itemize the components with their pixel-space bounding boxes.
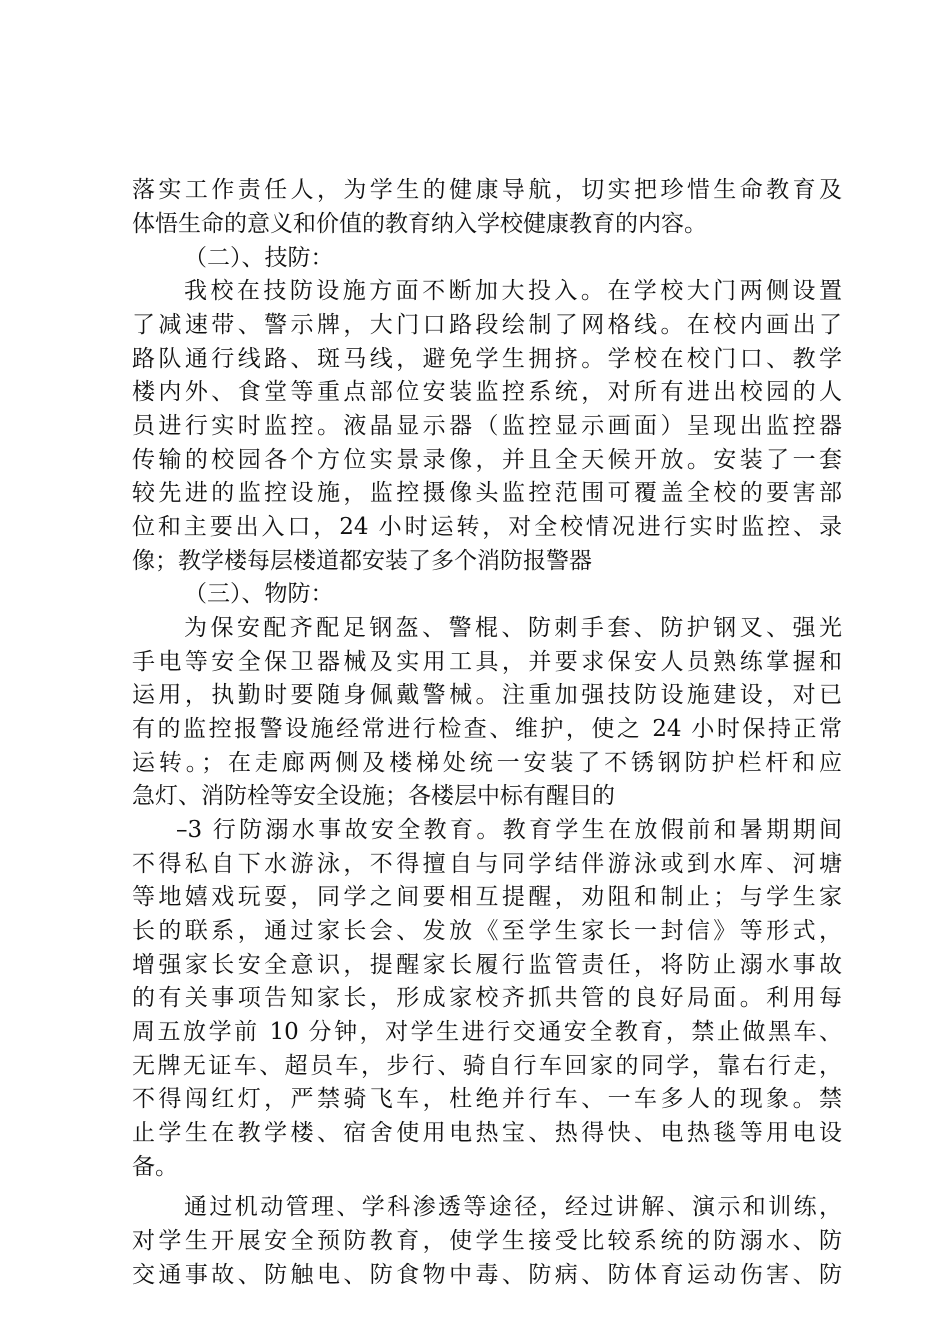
paragraph-first-line: –3 行防溺水事故安全教育。教育学生在放假前和暑期期间 [176,817,842,843]
section-heading-physical-defense: （三）、物防： [184,581,334,607]
body-text-line: 周五放学前 10 分钟，对学生进行交通安全教育，禁止做黑车、 [132,1019,842,1045]
body-text-line: 增强家长安全意识，提醒家长履行监管责任，将防止溺水事故 [132,952,842,978]
body-text-line: 的有关事项告知家长，形成家校齐抓共管的良好局面。利用每 [132,985,842,1011]
paragraph-first-line: 为保安配齐配足钢盔、警棍、防刺手套、防护钢叉、强光 [184,615,842,641]
body-text-line: 了减速带、警示牌，大门口路段绘制了网格线。在校内画出了 [132,312,842,338]
body-text-line: 等地嬉戏玩耍，同学之间要相互提醒，劝阻和制止；与学生家 [132,884,842,910]
body-text-line: 路队通行线路、斑马线，避免学生拥挤。学校在校门口、教学 [132,346,842,372]
body-text-line: 止学生在教学楼、宿舍使用电热宝、热得快、电热毯等用电设 [132,1120,842,1146]
body-text-line: 急灯、消防栓等安全设施；各楼层中标有醒目的 [132,783,615,809]
body-text-line: 传输的校园各个方位实景录像，并且全天候开放。安装了一套 [132,447,842,473]
body-text-line: 运转。；在走廊两侧及楼梯处统一安装了不锈钢防护栏杆和应 [132,750,842,776]
paragraph-first-line: 通过机动管理、学科渗透等途径，经过讲解、演示和训练， [184,1194,842,1220]
body-text-line: 较先进的监控设施，监控摄像头监控范围可覆盖全校的要害部 [132,480,842,506]
body-text-line: 位和主要出入口，24 小时运转，对全校情况进行实时监控、录 [132,514,842,540]
body-text-line: 落实工作责任人，为学生的健康导航，切实把珍惜生命教育及 [132,177,842,203]
body-text-line: 对学生开展安全预防教育，使学生接受比较系统的防溺水、防 [132,1228,842,1254]
body-text-line: 长的联系，通过家长会、发放《至学生家长一封信》等形式， [132,918,842,944]
body-text-line: 不得私自下水游泳，不得擅自与同学结伴游泳或到水库、河塘 [132,851,842,877]
body-text-line: 体悟生命的意义和价值的教育纳入学校健康教育的内容。 [132,211,707,237]
section-heading-tech-defense: （二）、技防： [184,245,334,271]
paragraph-first-line: 我校在技防设施方面不断加大投入。在学校大门两侧设置 [184,278,842,304]
body-text-line: 像；教学楼每层楼道都安装了多个消防报警器 [132,548,592,574]
body-text-line: 手电等安全保卫器械及实用工具，并要求保安人员熟练掌握和 [132,649,842,675]
body-text-line: 交通事故、防触电、防食物中毒、防病、防体育运动伤害、防 [132,1262,842,1288]
body-text-line: 无牌无证车、超员车，步行、骑自行车回家的同学，靠右行走， [132,1053,842,1079]
body-text-line: 备。 [132,1154,178,1180]
body-text-line: 运用，执勤时要随身佩戴警械。注重加强技防设施建设，对已 [132,682,842,708]
body-text-line: 有的监控报警设施经常进行检查、维护，使之 24 小时保持正常 [132,716,842,742]
body-text-line: 不得闯红灯，严禁骑飞车，杜绝并行车、一车多人的现象。禁 [132,1086,842,1112]
body-text-line: 员进行实时监控。液晶显示器（监控显示画面）呈现出监控器 [132,413,842,439]
body-text-line: 楼内外、食堂等重点部位安装监控系统，对所有进出校园的人 [132,379,842,405]
